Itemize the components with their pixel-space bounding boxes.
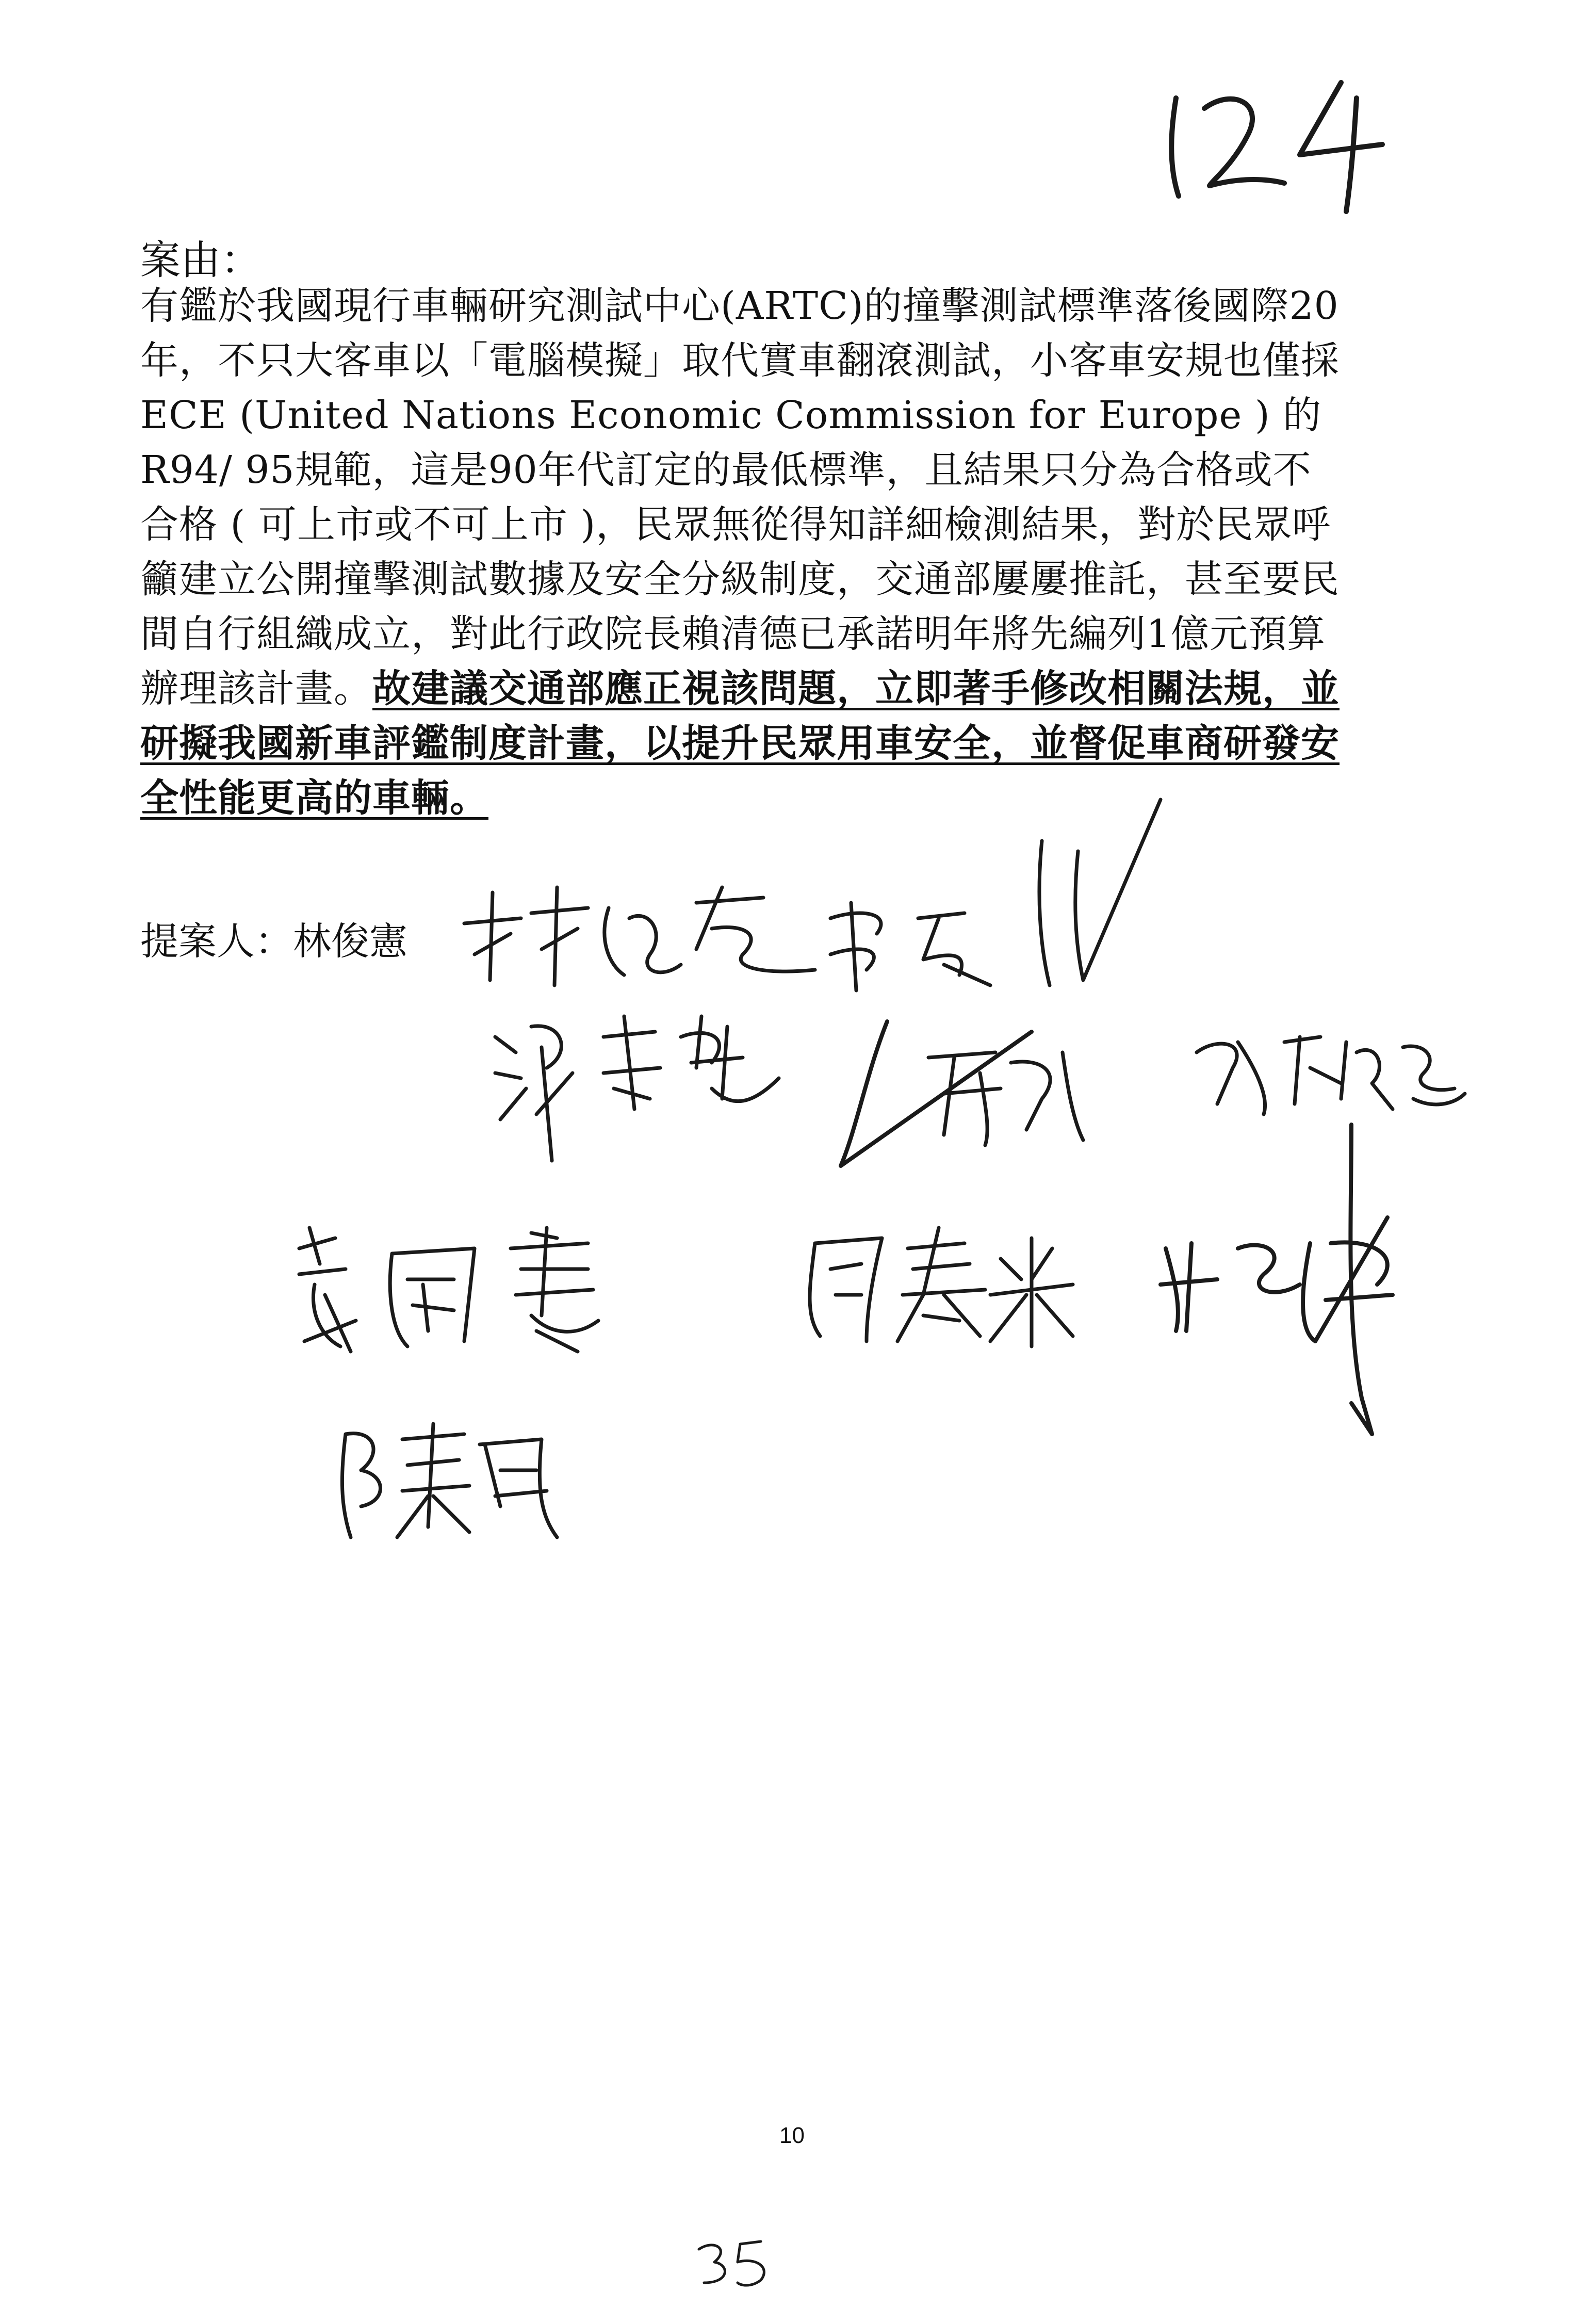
case-body bbox=[140, 279, 1342, 825]
proposer-line bbox=[140, 916, 407, 967]
case-label: 案由： bbox=[140, 237, 262, 284]
signature-6 bbox=[1186, 1021, 1475, 1125]
signature-3 bbox=[1021, 789, 1176, 1006]
signature-4 bbox=[485, 1006, 805, 1181]
signature-7 bbox=[289, 1217, 650, 1362]
signature-2 bbox=[820, 887, 1016, 1011]
signature-5 bbox=[825, 1011, 1145, 1197]
handwritten-stamp-number bbox=[689, 2234, 781, 2290]
proposer-label: 提案人： bbox=[140, 919, 293, 964]
signature-1 bbox=[454, 877, 825, 996]
signature-8 bbox=[794, 1217, 1083, 1352]
signature-10 bbox=[330, 1413, 578, 1548]
page-number: 10 bbox=[779, 2123, 805, 2148]
handwritten-page-number bbox=[1155, 67, 1393, 222]
proposer-name: 林俊憲 bbox=[293, 919, 407, 964]
case-body-text: 有鑑於我國現行車輛研究測試中心(ARTC)的撞擊測試標準落後國際20年，不只大客車以「電腦模擬」取代實車翻滾測試，小客車安規也僅採ECE (United Nations Economic Commission for Europe ) 的R94/ 95規範，這是90年代訂定的最低標準，且結果只分為合格或不合格 ( 可上市或不可上市 )，民眾無從得知詳細檢測結果，對於民眾呼籲建立公開撞擊測試數據及安全分級制度，交通部屢屢推託，甚至要民間自行組織成立，對此行政院長賴清德已承諾明年將先編列1億元預算辦理該計畫。 bbox=[140, 284, 1340, 711]
case-body-emphasis: 故建議交通部應正視該問題，立即著手修改相關法規，並研擬我國新車評鑑制度計畫，以提升民眾用車安全，並督促車商研發安全性能更高的車輛。 bbox=[140, 667, 1340, 820]
signature-9 bbox=[1145, 1114, 1434, 1506]
